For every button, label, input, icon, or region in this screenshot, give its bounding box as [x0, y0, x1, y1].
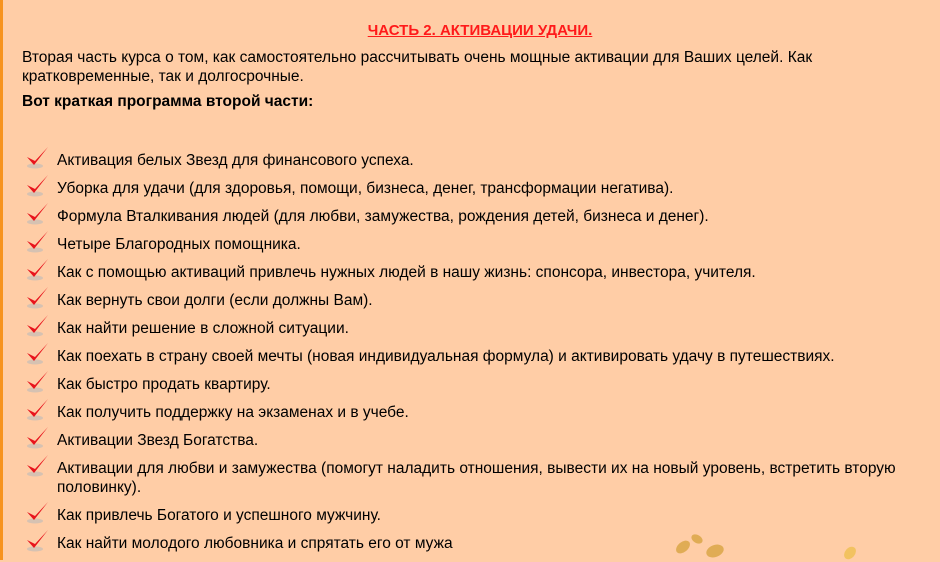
list-item-text: Активации Звезд Богатства. — [57, 432, 259, 449]
page-title: ЧАСТЬ 2. АКТИВАЦИИ УДАЧИ. — [367, 22, 593, 39]
list-item — [24, 263, 904, 282]
list-item — [24, 179, 904, 198]
intro-paragraph: Вторая часть курса о том, как самостоятельно рассчитывать очень мощные активации для Ваших целей. Как кратковременные, так и долгосрочные. — [22, 49, 813, 85]
list-item — [24, 347, 904, 366]
checkmark-icon — [24, 528, 50, 554]
list-item — [24, 291, 904, 310]
list-item — [24, 506, 904, 525]
list-item-text: Как поехать в страну своей мечты (новая индивидуальная формула) и активировать удачу в путешествиях. — [57, 348, 835, 365]
checkmark-icon — [24, 257, 50, 283]
list-item-text: Как привлечь Богатого и успешного мужчину. — [57, 507, 381, 524]
list-item — [24, 151, 904, 170]
list-item — [24, 403, 904, 422]
checkmark-icon — [24, 369, 50, 395]
list-item — [24, 207, 904, 226]
program-heading: Вот краткая программа второй части: — [22, 93, 314, 110]
list-item-text: Как вернуть свои долги (если должны Вам). — [57, 292, 373, 309]
checkmark-icon — [24, 173, 50, 199]
checkmark-icon — [24, 500, 50, 526]
list-item-text: Как с помощью активаций привлечь нужных людей в нашу жизнь: спонсора, инвестора, учителя. — [57, 264, 756, 281]
checkmark-icon — [24, 145, 50, 171]
list-item-text: Формула Вталкивания людей (для любви, замужества, рождения детей, бизнеса и денег). — [57, 208, 709, 225]
checkmark-icon — [24, 201, 50, 227]
list-item — [24, 375, 904, 394]
list-item-text: Четыре Благородных помощника. — [57, 236, 301, 253]
checkmark-icon — [24, 397, 50, 423]
butterflies-decoration — [665, 525, 940, 560]
checkmark-icon — [24, 229, 50, 255]
list-item — [24, 431, 904, 450]
list-item — [24, 459, 904, 497]
list-item-text: Активации для любви и замужества (помогут наладить отношения, вывести их на новый уровень, встретить вторую половинку). — [57, 460, 896, 496]
list-item-text: Как получить поддержку на экзаменах и в учебе. — [57, 404, 409, 421]
list-item-text: Как найти молодого любовника и спрятать его от мужа — [57, 535, 453, 552]
checkmark-icon — [24, 285, 50, 311]
list-item-text: Как найти решение в сложной ситуации. — [57, 320, 349, 337]
list-item — [24, 319, 904, 338]
checkmark-icon — [24, 453, 50, 479]
list-item-text: Уборка для удачи (для здоровья, помощи, бизнеса, денег, трансформации негатива). — [57, 180, 674, 197]
checkmark-icon — [24, 341, 50, 367]
list-item-text: Активация белых Звезд для финансового успеха. — [57, 152, 414, 169]
checkmark-icon — [24, 425, 50, 451]
list-item — [24, 235, 904, 254]
left-border — [0, 0, 3, 560]
program-list — [24, 151, 904, 562]
checkmark-icon — [24, 313, 50, 339]
list-item-text: Как быстро продать квартиру. — [57, 376, 271, 393]
